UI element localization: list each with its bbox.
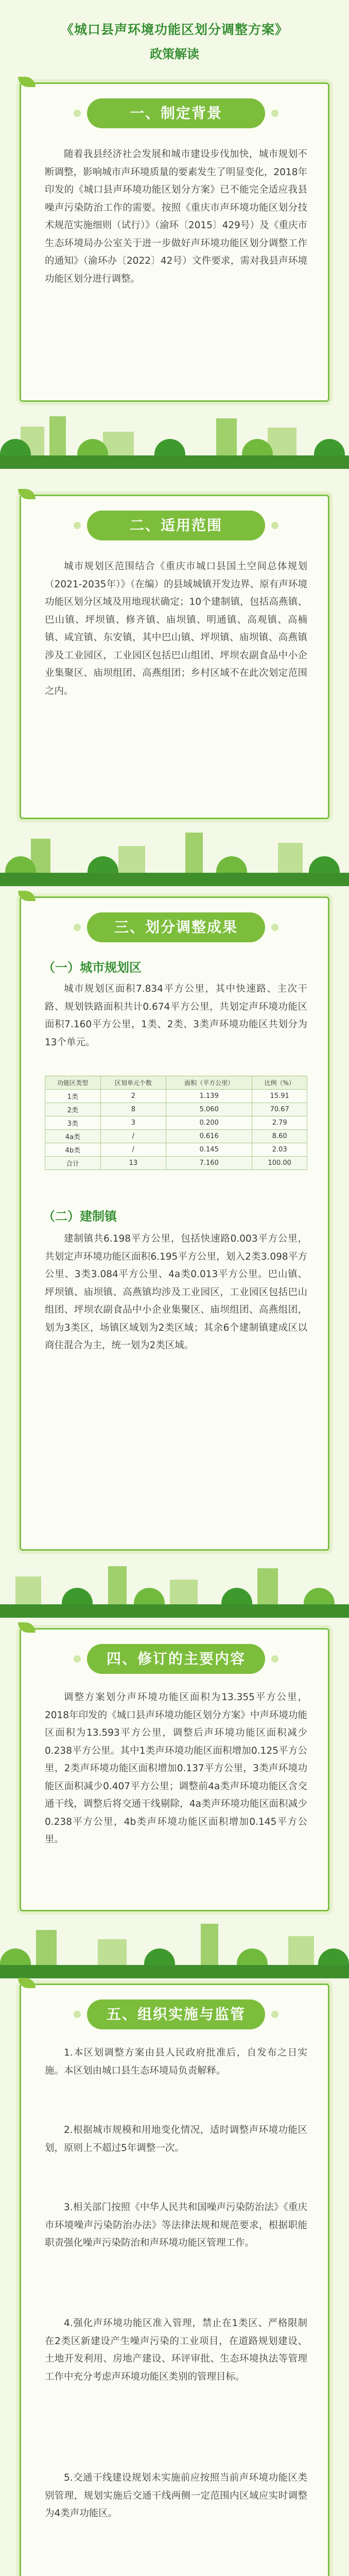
table-row: [45, 1090, 307, 1103]
table-row: [45, 1157, 307, 1170]
table-cell: 8.60: [252, 1130, 307, 1143]
subsection-title-towns: （二）建制镇: [43, 1209, 117, 1224]
table-cell: 0.616: [166, 1130, 252, 1143]
section-title: 二、适用范围: [87, 511, 265, 540]
document-title: 《城口县声环境功能区划分调整方案》: [60, 22, 288, 37]
table-cell: 13: [100, 1157, 166, 1170]
table-row: [45, 1116, 307, 1130]
document-subtitle: 政策解读: [150, 47, 199, 61]
city-skyline-divider: [0, 412, 349, 469]
table-cell: 0.200: [166, 1116, 252, 1130]
section-scope-card: [20, 495, 329, 819]
section-title: 一、制定背景: [87, 98, 265, 128]
list-item: 1.本区划调整方案由县人民政府批准后，自发布之日实施。本区划由城口县生态环境局负责解释。: [45, 2047, 307, 2076]
table-cell: 3: [100, 1116, 166, 1130]
table-cell: 合计: [45, 1157, 101, 1170]
list-item: 3.相关部门按照《中华人民共和国噪声污染防治法》《重庆市环境噪声污染防治办法》等法律法规和规范要求，根据职能职责强化噪声污染防治和声环境功能区管理工作。: [45, 2202, 307, 2248]
table-cell: 70.67: [252, 1103, 307, 1116]
section-results-card: [20, 896, 329, 1551]
table-cell: 5.060: [166, 1103, 252, 1116]
table-cell: 2.79: [252, 1116, 307, 1130]
table-header-cell: 比例（%）: [252, 1076, 307, 1090]
section-title: 五、组织实施与监管: [87, 1999, 265, 2029]
table-cell: 8: [100, 1103, 166, 1116]
table-header-cell: 面积（平方公里）: [166, 1076, 252, 1090]
list-item: 4.强化声环境功能区准入管理，禁止在1类区、严格限制在2类区新建设产生噪声污染的工业项目，在道路规划建设、土地开发利用、房地产建设、环评审批、生态环境执法等管理工作中充分考虑声环境功能区类别的管理目标。: [45, 2318, 307, 2382]
table-cell: 15.91: [252, 1090, 307, 1103]
table-header-cell: 区划单元个数: [100, 1076, 166, 1090]
table-cell: 4a类: [45, 1130, 101, 1143]
table-cell: 1.139: [166, 1090, 252, 1103]
table-cell: 100.00: [252, 1157, 307, 1170]
table-header-cell: 功能区类型: [45, 1076, 101, 1090]
section-revision-card: [20, 1628, 329, 1911]
leaf-icon: [18, 1622, 36, 1633]
table-cell: 1类: [45, 1090, 101, 1103]
section-paragraph: 调整方案划分声环境功能区面积为13.355平方公里，2018年印发的《城口县声环境功能区划分方案》中声环境功能区面积为13.593平方公里，调整后声环境功能区面积减少0.238平方公里。其中1类声环境功能区面积增加0.125平方公里，2类声环境功能区面积增加0.137平方公里，3类声环境功能区面积减少0.407平方公里；调整前4a类声环境功能区含交通干线，调整后将交通干线剔除，4a类声环境功能区面积减少0.238平方公里，4b类声环境功能区面积增加0.145平方公里。: [45, 1692, 307, 1845]
table-cell: 2: [100, 1090, 166, 1103]
table-cell: 2类: [45, 1103, 101, 1116]
leaf-icon: [18, 891, 36, 901]
section-implementation-card: [20, 1984, 329, 2576]
city-skyline-divider: [0, 1561, 349, 1618]
table-cell: 7.160: [166, 1157, 252, 1170]
list-item: 5.交通干线建设规划未实施前应按照当前声环境功能区类别管理，规划实施后交通干线两侧一定范围内区域应实时调整为4类声功能区。: [45, 2472, 307, 2519]
city-skyline-divider: [0, 1922, 349, 1978]
city-skyline-divider: [0, 829, 349, 886]
leaf-icon: [18, 1978, 36, 1988]
subsection-paragraph: 建制镇共6.198平方公里，包括快速路0.003平方公里，共划定声环境功能区面积6.195平方公里，划入2类3.098平方公里、3类3.084平方公里、4a类0.013平方公里。巴山镇、坪坝镇、庙坝镇、高燕镇均涉及工业园区，工业园区包括巴山组团、坪坝农副食品中小企业集聚区、庙坝组团、高燕组团，划为3类区，场镇区域划为2类区域；其余6个建制镇建成区以商住混合为主，统一划为2类区域。: [45, 1233, 307, 1351]
table-cell: 3类: [45, 1116, 101, 1130]
table-cell: /: [100, 1143, 166, 1157]
subsection-title-city: （一）城市规划区: [43, 960, 142, 975]
section-title: 三、划分调整成果: [87, 912, 265, 942]
table-header-row: [45, 1076, 307, 1090]
section-paragraph: 随着我县经济社会发展和城市建设步伐加快，城市规划不断调整，影响城市声环境质量的要素发生了明显变化，2018年印发的《城口县声环境功能区划分方案》已不能完全适应我县噪声污染防治工作的需要。按照《重庆市声环境功能区划分技术规范实施细则（试行）》（渝环〔2015〕429号）及《重庆市生态环境局办公室关于进一步做好声环境功能区划分调整工作的通知》（渝环办〔2022〕42号）文件要求，需对我县声环境功能区划分进行调整。: [45, 149, 307, 284]
leaf-icon: [18, 489, 36, 499]
table-cell: 0.145: [166, 1143, 252, 1157]
table-cell: 4b类: [45, 1143, 101, 1157]
subsection-paragraph: 城市规划区面积7.834平方公里，其中快速路、主次干路、规划铁路面积共计0.674平方公里，共划定声环境功能区面积7.160平方公里，1类、2类、3类声环境功能区共划分为13个单元。: [45, 984, 307, 1048]
zoning-table: [45, 1076, 307, 1170]
table-row: [45, 1103, 307, 1116]
section-background-card: [20, 82, 329, 402]
list-item: 2.根据城市规模和用地变化情况，适时调整声环境功能区划，原则上不超过5年调整一次。: [45, 2125, 307, 2154]
table-row: [45, 1130, 307, 1143]
table-cell: /: [100, 1130, 166, 1143]
page-header: [0, 0, 349, 88]
section-title: 四、修订的主要内容: [87, 1644, 265, 1674]
section-paragraph: 城市规划区范围结合《重庆市城口县国土空间总体规划（2021-2035年）》（在编）的县域城镇开发边界、原有声环境功能区划分区域及用地现状确定；10个建制镇，包括高燕镇、巴山镇、坪坝镇、修齐镇、庙坝镇、明通镇、高观镇、高楠镇、咸宜镇、东安镇，其中巴山镇、坪坝镇、庙坝镇、高燕镇涉及工业园区，工业园区包括巴山组团、坪坝农副食品中小企业集聚区、庙坝组团、高燕组团；乡村区域不在此次划定范围之内。: [45, 561, 307, 697]
table-cell: 2.03: [252, 1143, 307, 1157]
table-row: [45, 1143, 307, 1157]
